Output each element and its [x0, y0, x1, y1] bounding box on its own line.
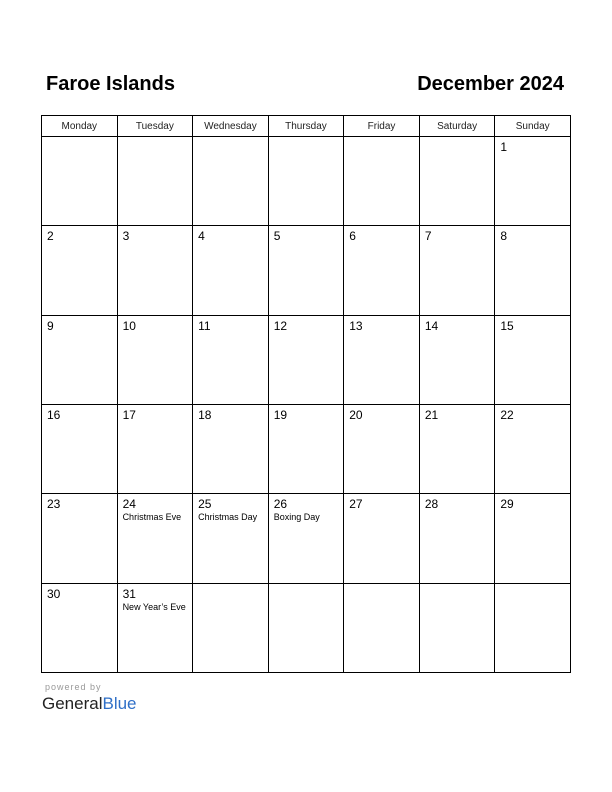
day-cell [193, 137, 269, 226]
day-cell [42, 494, 118, 583]
day-number [193, 137, 268, 140]
day-cell [193, 494, 269, 583]
day-number: 28 [424, 497, 439, 512]
day-cell [419, 226, 495, 315]
day-number: 5 [273, 229, 281, 244]
day-cell [193, 226, 269, 315]
day-number: 2 [47, 229, 54, 244]
weekday-header-tuesday: Tuesday [117, 116, 193, 137]
day-cell [268, 494, 344, 583]
day-cell [419, 137, 495, 226]
day-number: 16 [47, 407, 61, 422]
day-cell [495, 137, 571, 226]
weekday-header-friday: Friday [344, 116, 420, 137]
week-row-5 [42, 494, 571, 583]
day-number [420, 584, 495, 587]
day-cell [344, 315, 420, 404]
weekday-header-wednesday: Wednesday [193, 116, 269, 137]
day-number: 6 [349, 229, 356, 244]
day-cell [117, 315, 193, 404]
day-cell [193, 315, 269, 404]
day-number: 23 [47, 497, 61, 512]
day-cell [495, 494, 571, 583]
day-number: 25 [198, 497, 212, 512]
week-row-3 [42, 315, 571, 404]
day-cell [42, 226, 118, 315]
day-number: 4 [198, 229, 205, 244]
day-cell [42, 404, 118, 493]
day-cell [495, 583, 571, 672]
day-cell [419, 404, 495, 493]
day-number: 14 [424, 318, 439, 333]
day-cell [117, 226, 193, 315]
brand-logo-blue: Blue [102, 694, 137, 713]
day-number: 24 [122, 497, 136, 512]
day-cell [193, 583, 269, 672]
country-title: Faroe Islands [46, 73, 175, 95]
day-number [420, 137, 495, 140]
weekday-header-sunday: Sunday [495, 116, 571, 137]
day-cell [42, 583, 118, 672]
day-cell [419, 494, 495, 583]
weekday-header-row [42, 116, 571, 137]
day-number: 7 [424, 229, 432, 244]
day-number: 15 [500, 318, 514, 333]
weekday-header-saturday: Saturday [419, 116, 495, 137]
day-number: 9 [47, 318, 54, 333]
day-number [344, 584, 419, 587]
day-number: 11 [198, 318, 211, 333]
holiday-label: New Year’s Eve [122, 601, 186, 612]
day-number: 1 [500, 140, 508, 154]
day-cell [344, 583, 420, 672]
day-number: 8 [500, 229, 508, 244]
day-number: 19 [273, 407, 288, 422]
powered-by-text: powered by [45, 682, 102, 692]
day-cell [42, 137, 118, 226]
day-number: 13 [349, 318, 363, 333]
day-cell [268, 137, 344, 226]
brand-logo[interactable] [42, 694, 137, 714]
holiday-label: Boxing Day [273, 512, 320, 523]
day-cell [268, 226, 344, 315]
day-cell [268, 404, 344, 493]
day-cell [42, 315, 118, 404]
brand-logo-general: General [42, 694, 103, 713]
day-number: 22 [500, 407, 514, 422]
day-number: 3 [122, 229, 130, 244]
day-cell [344, 137, 420, 226]
day-cell [495, 315, 571, 404]
day-cell [344, 404, 420, 493]
day-cell [117, 583, 193, 672]
day-cell [117, 404, 193, 493]
day-number: 30 [47, 586, 61, 601]
day-number: 18 [198, 407, 212, 422]
day-cell [344, 226, 420, 315]
day-number: 29 [500, 497, 514, 512]
day-number: 21 [424, 407, 439, 422]
day-cell [419, 583, 495, 672]
day-cell [193, 404, 269, 493]
day-number [344, 137, 419, 140]
day-cell [495, 226, 571, 315]
week-row-2 [42, 226, 571, 315]
day-cell [117, 494, 193, 583]
day-number [269, 584, 344, 587]
day-number [495, 584, 570, 587]
day-number [118, 137, 193, 140]
day-number [42, 137, 117, 140]
day-number [193, 584, 268, 587]
day-number: 12 [273, 318, 288, 333]
holiday-label: Christmas Eve [122, 512, 182, 523]
day-number [269, 137, 344, 140]
day-number: 26 [273, 497, 288, 512]
day-number: 31 [122, 586, 136, 601]
week-row-1 [42, 137, 571, 226]
day-number: 17 [122, 407, 136, 422]
day-cell [117, 137, 193, 226]
calendar-grid [41, 115, 571, 673]
day-cell [268, 315, 344, 404]
holiday-label: Christmas Day [198, 512, 258, 523]
day-number: 27 [349, 497, 363, 512]
week-row-6 [42, 583, 571, 672]
month-year-title: December 2024 [417, 73, 564, 95]
day-number: 10 [122, 318, 136, 333]
day-cell [419, 315, 495, 404]
weekday-header-thursday: Thursday [268, 116, 344, 137]
day-cell [344, 494, 420, 583]
week-row-4 [42, 404, 571, 493]
day-cell [268, 583, 344, 672]
day-number: 20 [349, 407, 363, 422]
weekday-header-monday: Monday [42, 116, 118, 137]
day-cell [495, 404, 571, 493]
